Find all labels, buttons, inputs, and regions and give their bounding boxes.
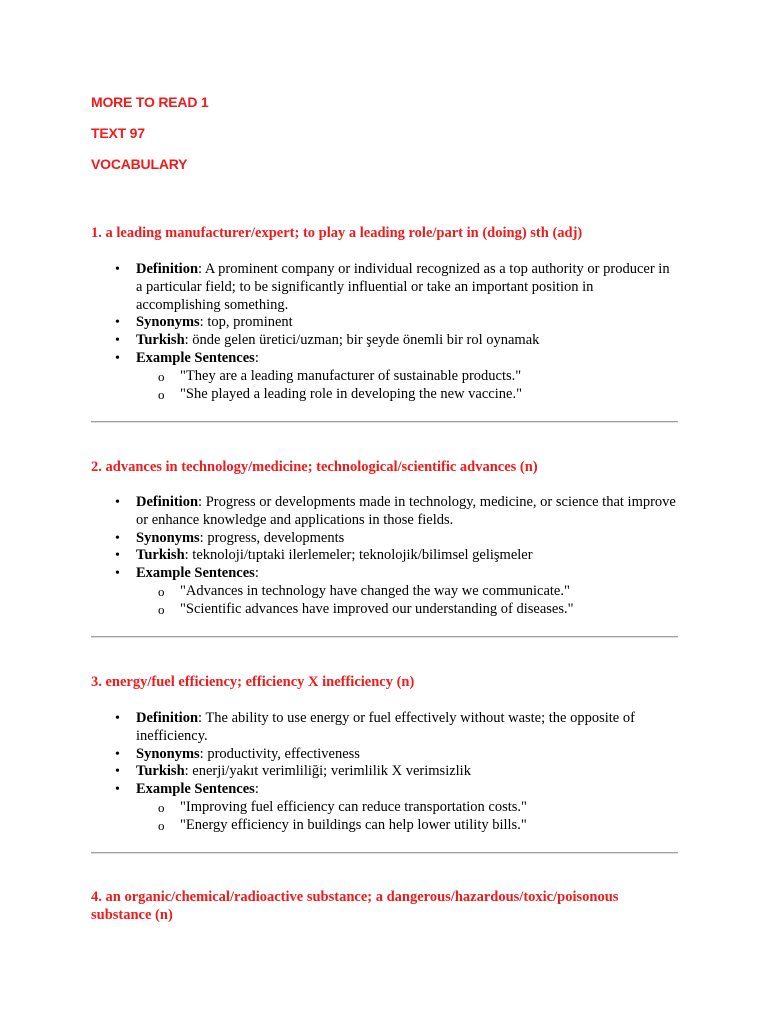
- entry-1-list: [91, 261, 678, 403]
- examples-label: Example Sentences: [136, 565, 255, 582]
- entry-3-list: [91, 710, 678, 835]
- definition-label: Definition: [136, 710, 199, 726]
- definition-text: The ability to use energy or fuel effectively without waste; the opposite of inefficiency.: [136, 710, 635, 744]
- entry-4-title: 4. an organic/chemical/radioactive substance; a dangerous/hazardous/toxic/poisonous substance (n): [91, 889, 619, 923]
- example-sentence: o "Improving fuel efficiency can reduce transportation costs.": [180, 799, 678, 817]
- synonyms-text: productivity, effectiveness: [207, 745, 360, 762]
- divider: [91, 421, 678, 423]
- synonyms-label: Synonyms: [136, 745, 200, 762]
- examples-label: Example Sentences: [136, 349, 255, 366]
- example-sentence: o "Energy efficiency in buildings can help lower utility bills.": [180, 817, 678, 835]
- entry-2-turkish: • Turkish: teknoloji/tıptaki ilerlemeler; teknolojik/bilimsel gelişmeler: [136, 547, 678, 565]
- entry-3-definition: • Definition: The ability to use energy or fuel effectively without waste; the opposite of inefficiency.: [136, 710, 678, 746]
- example-sentence: o "Scientific advances have improved our understanding of diseases.": [180, 601, 678, 619]
- example-list: [136, 799, 678, 835]
- synonyms-label: Synonyms: [136, 529, 200, 546]
- entry-1-turkish: • Turkish: önde gelen üretici/uzman; bir şeyde önemli bir rol oynamak: [136, 332, 678, 350]
- entry-3-examples: • Example Sentences: o "Improving fuel efficiency can reduce transportation costs." o "Energy efficiency in buildings can help lower utility bills.": [136, 781, 678, 834]
- definition-label: Definition: [136, 261, 199, 277]
- entry-1-title: 1. a leading manufacturer/expert; to play a leading role/part in (doing) sth (adj): [91, 225, 583, 241]
- example-sentence: o "Advances in technology have changed the way we communicate.": [180, 583, 678, 601]
- entry-2-definition: • Definition: Progress or developments made in technology, medicine, or science that improve or enhance knowledge and applications in those fields.: [136, 494, 678, 530]
- entry-1-definition: • Definition: A prominent company or individual recognized as a top authority or producer in a particular field; to be significantly influential or take an important position in accomplishing something.: [136, 261, 678, 314]
- definition-text: A prominent company or individual recognized as a top authority or producer in a particular field; to be significantly influential or take an important position in accomplishing something.: [136, 261, 670, 313]
- turkish-label: Turkish: [136, 763, 185, 780]
- entry-2-list: [91, 494, 678, 619]
- entry-1-synonyms: • Synonyms: top, prominent: [136, 314, 678, 332]
- synonyms-text: top, prominent: [207, 314, 293, 331]
- divider: [91, 636, 678, 638]
- synonyms-label: Synonyms: [136, 314, 200, 331]
- turkish-label: Turkish: [136, 547, 185, 564]
- divider: [91, 852, 678, 854]
- example-list: [136, 583, 678, 619]
- header-more-to-read: MORE TO READ 1: [91, 94, 209, 110]
- entry-3-title: 3. energy/fuel efficiency; efficiency X inefficiency (n): [91, 674, 415, 690]
- definition-label: Definition: [136, 494, 199, 510]
- synonyms-text: progress, developments: [207, 529, 345, 546]
- entry-2-title: 2. advances in technology/medicine; technological/scientific advances (n): [91, 459, 538, 475]
- example-sentence: o "They are a leading manufacturer of sustainable products.": [180, 368, 678, 386]
- examples-label: Example Sentences: [136, 781, 255, 798]
- entry-3-synonyms: • Synonyms: productivity, effectiveness: [136, 746, 678, 764]
- example-sentence: o "She played a leading role in developing the new vaccine.": [180, 386, 678, 404]
- entry-2-synonyms: • Synonyms: progress, developments: [136, 530, 678, 548]
- turkish-text: teknoloji/tıptaki ilerlemeler; teknolojik/bilimsel gelişmeler: [192, 547, 533, 564]
- entry-2-examples: • Example Sentences: o "Advances in technology have changed the way we communicate." o "Scientific advances have improved our understanding of diseases.": [136, 565, 678, 618]
- entry-1-examples: • Example Sentences: o "They are a leading manufacturer of sustainable products." o "She played a leading role in developing the new vaccine.": [136, 350, 678, 403]
- entry-3-turkish: • Turkish: enerji/yakıt verimliliği; verimlilik X verimsizlik: [136, 763, 678, 781]
- turkish-label: Turkish: [136, 332, 185, 349]
- turkish-text: önde gelen üretici/uzman; bir şeyde önemli bir rol oynamak: [192, 332, 540, 349]
- example-list: [136, 368, 678, 404]
- header-vocabulary: VOCABULARY: [91, 156, 188, 172]
- header-text-number: TEXT 97: [91, 125, 145, 141]
- turkish-text: enerji/yakıt verimliliği; verimlilik X verimsizlik: [192, 763, 471, 780]
- definition-text: Progress or developments made in technology, medicine, or science that improve or enhance knowledge and applications in those fields.: [136, 494, 676, 528]
